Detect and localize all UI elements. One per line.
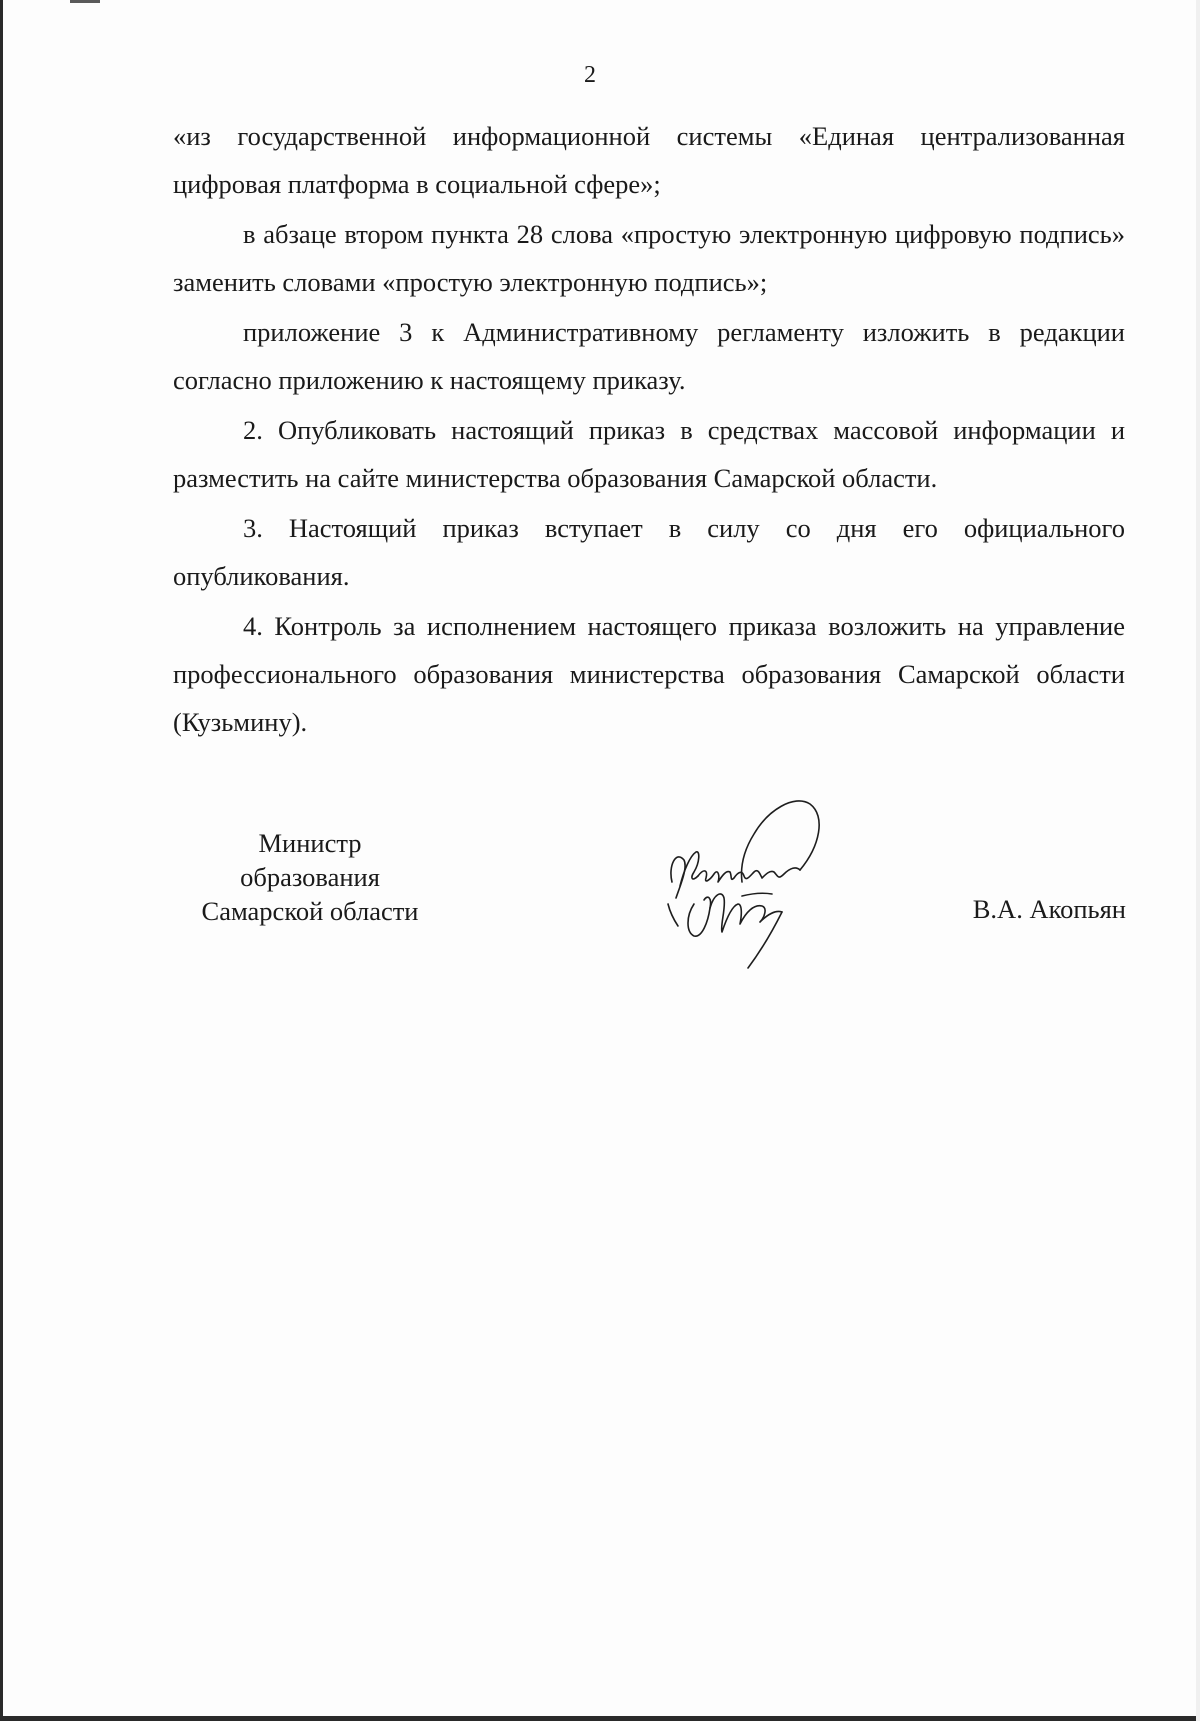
- paragraph-amendment-item-28: в абзаце втором пункта 28 слова «простую электронную цифровую подпись» заменить словами «простую электронную подпись»;: [173, 219, 1125, 297]
- document-body: [173, 112, 1125, 748]
- handwritten-signature: [650, 786, 850, 986]
- signatory-title-line: образования: [240, 862, 380, 892]
- paragraph-appendix-3: приложение 3 к Административному регламенту изложить в редакции согласно приложению к настоящему приказу.: [173, 317, 1125, 395]
- signatory-name: В.А. Акопьян: [972, 894, 1126, 924]
- scan-edge-left: [0, 0, 3, 1721]
- signatory-title-line: Самарской области: [201, 896, 419, 926]
- page-number: 2: [584, 62, 596, 88]
- signature-block: [170, 826, 1130, 1026]
- scan-edge-bottom: [0, 1716, 1200, 1721]
- signatory-title-line: Министр: [258, 828, 362, 858]
- scan-edge-top-mark: [70, 0, 100, 3]
- paragraph-control: 4. Контроль за исполнением настоящего приказа возложить на управление профессионального образования министерства образования Самарской области (Кузьмину).: [173, 611, 1125, 737]
- signatory-title: [170, 826, 450, 928]
- paragraph-continuation: «из государственной информационной системы «Единая централизованная цифровая платформа в социальной сфере»;: [173, 121, 1125, 199]
- scan-edge-right: [1196, 0, 1200, 1721]
- paragraph-effective-date: 3. Настоящий приказ вступает в силу со дня его официального опубликования.: [173, 513, 1125, 591]
- paragraph-publish: 2. Опубликовать настоящий приказ в средствах массовой информации и разместить на сайте министерства образования Самарской области.: [173, 415, 1125, 493]
